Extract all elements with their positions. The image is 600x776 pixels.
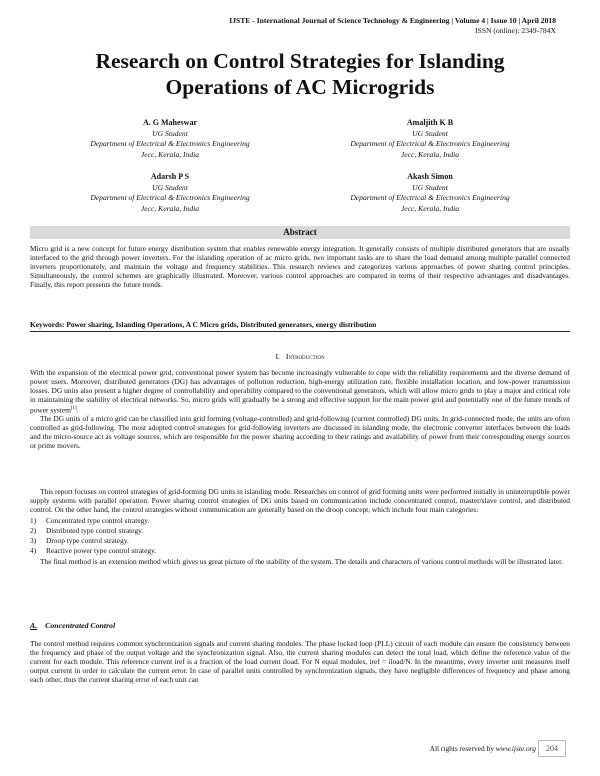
list-number: 2) [30, 526, 37, 535]
author-role: UG Student [152, 182, 188, 192]
list-text: Droop type control strategy. [46, 536, 129, 545]
issn: ISSN (online): 2349-784X [475, 26, 556, 35]
list-item [30, 526, 143, 535]
page-number: 204 [538, 740, 566, 757]
author-block-3 [40, 172, 300, 214]
subsection-heading [30, 621, 115, 630]
concentrated-control-paragraph: The control method requires common synchronization signals and current sharing modules. The phase locked loop (PLL) circuit of each module can ensure the consistency between the frequency and phase of the output voltage and the synchronization signal. Also, the current sharing modules can detect the total load, which define the reference value of the current for each module. This reference current iref is a fraction of the load current iload. For N equal modules, iref = iload/N. In the meantime, every inverter unit measures itself output current in order to calculate the current error. In case of parallel units controlled by synchronization signals, they have negligible differences of frequency and phase among each other, thus the current sharing error of each unit can [30, 639, 570, 685]
author-role: UG Student [152, 128, 188, 138]
section-number: I. [275, 352, 280, 361]
author-org: Jecc, Kerala, India [140, 203, 200, 213]
author-dept: Department of Electrical & Electronics Engineering [90, 139, 250, 149]
list-number: 1) [30, 516, 37, 525]
keywords: Keywords: Power sharing, Islanding Operations, A C Micro grids, Distributed generators, energy distribution [30, 320, 377, 329]
author-name: A. G Maheswar [143, 118, 197, 127]
journal-header [229, 16, 556, 36]
title-line-2: Operations of AC Microgrids [165, 75, 435, 99]
section-heading-introduction [0, 352, 600, 361]
author-block-4 [300, 172, 560, 214]
list-item [30, 516, 149, 525]
author-block-2 [300, 118, 560, 160]
section-divider [30, 331, 570, 332]
subsection-title: Concentrated Control [45, 621, 116, 630]
section-title: Introduction [285, 352, 325, 361]
author-block-1 [40, 118, 300, 160]
author-role: UG Student [412, 128, 448, 138]
abstract-heading: Abstract [30, 226, 570, 239]
paper-title [40, 48, 560, 100]
intro-paragraph-2: The DG units of a micro grid can be classified into grid forming (voltage-controlled) and grid-following (current controlled) DG units. In grid-connected mode, the units are often controlled as grid-following. The most adopted control strategies for grid-following inverters are discussed in islanding mode, the electronic converter interfaces between the loads and the micro-source act as voltage sources, which are responsible for the power sharing according to their ratings and availability of power from their corresponding energy sources or prime movers. [30, 414, 570, 451]
list-item [30, 546, 156, 555]
footer-website-link[interactable]: www.ijste.org [495, 744, 536, 753]
list-number: 4) [30, 546, 37, 555]
author-dept: Department of Electrical & Electronics Engineering [90, 193, 250, 203]
intro-paragraph-3: This report focuses on control strategies of grid-forming DG units in islanding mode. Researches on control of grid forming units were performed initially in uninterruptible power supply systems with parallel operation. Power sharing control strategies of DG units based on communication include concentrated control, master/slave control, and distributed control. On the other hand, the control strategies without communication are generally based on the droop concept, which include four main categories: [30, 487, 570, 515]
author-dept: Department of Electrical & Electronics Engineering [350, 193, 510, 203]
list-number: 3) [30, 536, 37, 545]
author-name: Adarsh P S [150, 172, 190, 181]
author-org: Jecc, Kerala, India [400, 203, 460, 213]
footer-rights [430, 744, 536, 753]
list-text: Reactive power type control strategy. [46, 546, 157, 555]
title-line-1: Research on Control Strategies for Islanding [95, 49, 505, 73]
list-text: Concentrated type control strategy. [46, 516, 150, 525]
intro-paragraph-1: With the expansion of the electrical power grid, conventional power system has become increasingly vulnerable to cope with the reliability requirements and the diverse demand of power users. Moreover, distributed generators (DG) has advantages of pollution reduction, high-energy utilization rate, flexible installation location, and low-power transmission losses. DG units also present a higher degree of controllability and operability compared to the conventional generators, which will allow micro grids to play a major and critical role in maintaining the stability of electrical networks. So, micro grids will gradually be a strong and effective support for the main power grid and potentially one of the future trends of power system[1]. [30, 368, 570, 415]
abstract-text: Micro grid is a new concept for future energy distribution system that enables renewable energy integration. It generally consists of multiple distributed generators that are usually interfaced to the grid through power inverters. For the islanding operation of ac micro grids, two important tasks are to share the load demand among multiple parallel connected inverters proportionately, and maintain the voltage and frequency stabilities. This research reviews and categorizes various approaches of power sharing control principles. Simultaneously, the control schemes are graphically illustrated. Moreover, various control approaches are compared in terms of their respective advantages and disadvantages. Finally, this report presents the future trends. [30, 244, 570, 290]
list-text: Distributed type control strategy. [46, 526, 144, 535]
citation-ref: [1] [70, 406, 77, 412]
list-item [30, 536, 129, 545]
subsection-letter: A. [30, 621, 38, 630]
author-dept: Department of Electrical & Electronics Engineering [350, 139, 510, 149]
author-name: Amaljith K B [406, 118, 454, 127]
intro-paragraph-4: The final method is an extension method which gives us great picture of the stability of the system. The details and characters of various control methods will be illustrated later. [40, 557, 564, 566]
journal-line: IJSTE - International Journal of Science Technology & Engineering | Volume 4 | Issue 10 | April 2018 [229, 16, 556, 25]
footer-rights-text: All rights reserved by [429, 744, 494, 753]
author-org: Jecc, Kerala, India [140, 149, 200, 159]
author-name: Akash Simon [407, 172, 453, 181]
author-role: UG Student [412, 182, 448, 192]
intro-p1-text: With the expansion of the electrical power grid, conventional power system has become increasingly vulnerable to cope with the reliability requirements and the diverse demand of power users. Moreover, distributed generators (DG) has advantages of pollution reduction, high-energy utilization rate, flexible installation location, and low-power transmission losses. DG units also present a higher degree of controllability and operability compared to the conventional generators, which will allow micro grids to play a major and critical role in maintaining the stability of electrical networks. So, micro grids will gradually be a strong and effective support for the main power grid and potentially one of the future trends of power system [30, 368, 570, 415]
author-org: Jecc, Kerala, India [400, 149, 460, 159]
